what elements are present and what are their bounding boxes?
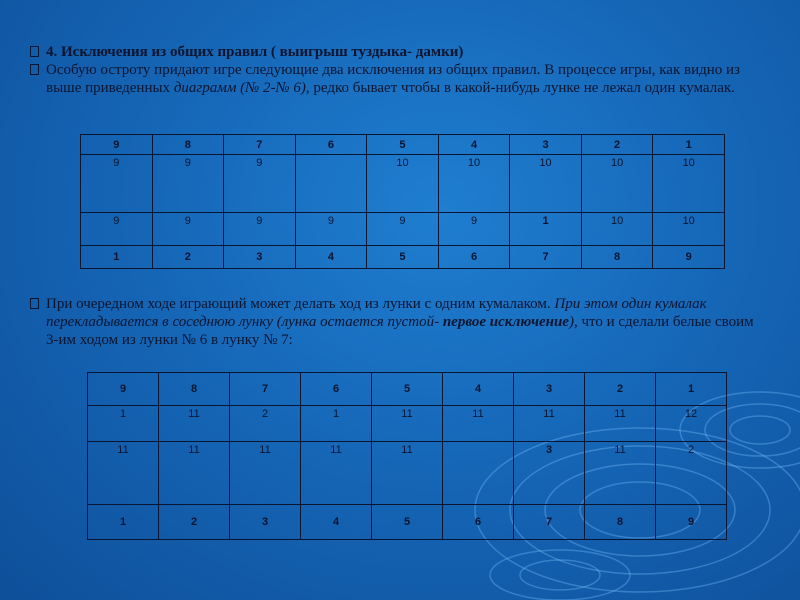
table-cell: 3 [230, 505, 301, 540]
bullet-icon [30, 46, 39, 57]
heading-item [46, 43, 766, 61]
table-cell: 4 [301, 505, 372, 540]
table-cell: 10 [438, 155, 510, 213]
table-cell: 10 [653, 213, 725, 246]
table-cell [295, 155, 367, 213]
table-2-row-2 [88, 442, 727, 505]
table-cell: 9 [81, 135, 153, 155]
table-cell: 6 [438, 246, 510, 269]
table-cell: 2 [581, 135, 653, 155]
table-cell: 1 [88, 505, 159, 540]
table-cell: 1 [656, 373, 727, 406]
table-cell: 11 [372, 406, 443, 442]
table-cell: 2 [585, 373, 656, 406]
paragraph-2-bold-italic: первое исключение [442, 314, 569, 330]
table-cell: 9 [438, 213, 510, 246]
table-cell: 8 [152, 135, 224, 155]
table-cell: 10 [367, 155, 439, 213]
table-cell: 2 [656, 442, 727, 505]
table-cell: 2 [152, 246, 224, 269]
table-cell: 11 [159, 406, 230, 442]
paragraph-2-italic: При этом один кумалак перекладывается в соседнюю лунку (лунка остается пустой- [46, 296, 707, 330]
table-cell: 6 [443, 505, 514, 540]
table-cell: 11 [585, 406, 656, 442]
table-2-header-row [88, 373, 727, 406]
table-cell: 6 [301, 373, 372, 406]
bullet-icon [30, 64, 39, 75]
table-cell: 3 [514, 442, 585, 505]
table-cell: 6 [295, 135, 367, 155]
table-cell: 9 [81, 213, 153, 246]
table-cell: 11 [159, 442, 230, 505]
paragraph-1 [46, 61, 766, 97]
table-cell: 5 [372, 505, 443, 540]
table-cell: 9 [152, 213, 224, 246]
table-1-footer-row [81, 246, 725, 269]
table-cell: 9 [653, 246, 725, 269]
paragraph-2 [46, 295, 766, 349]
table-cell: 1 [81, 246, 153, 269]
table-cell: 10 [510, 155, 582, 213]
table-cell: 9 [152, 155, 224, 213]
table-cell: 8 [585, 505, 656, 540]
table-cell: 1 [653, 135, 725, 155]
table-cell: 9 [367, 213, 439, 246]
table-cell: 4 [443, 373, 514, 406]
table-cell: 1 [301, 406, 372, 442]
bullet-icon [30, 298, 39, 309]
table-cell: 9 [656, 505, 727, 540]
table-cell: 11 [230, 442, 301, 505]
table-cell: 2 [159, 505, 230, 540]
table-1-row-2 [81, 213, 725, 246]
table-cell: 9 [295, 213, 367, 246]
table-cell: 8 [159, 373, 230, 406]
table-cell: 5 [372, 373, 443, 406]
table-cell: 8 [581, 246, 653, 269]
table-cell: 11 [301, 442, 372, 505]
paragraph-1-text-b: , редко бывает чтобы в какой-нибудь лунке не лежал один кумалак. [305, 80, 735, 96]
table-cell: 3 [510, 135, 582, 155]
table-cell: 11 [514, 406, 585, 442]
paragraph-1-italic: диаграмм (№ 2-№ 6) [173, 80, 306, 96]
table-cell: 11 [88, 442, 159, 505]
board-diagram-table-1 [80, 134, 725, 269]
table-cell: 11 [443, 406, 514, 442]
table-cell: 2 [230, 406, 301, 442]
table-cell: 7 [224, 135, 296, 155]
table-1-header-row [81, 135, 725, 155]
table-cell: 7 [230, 373, 301, 406]
table-cell: 9 [81, 155, 153, 213]
table-cell: 10 [653, 155, 725, 213]
table-2-footer-row [88, 505, 727, 540]
table-cell: 10 [581, 213, 653, 246]
table-1-row-1 [81, 155, 725, 213]
table-cell: 9 [88, 373, 159, 406]
table-cell: 1 [88, 406, 159, 442]
table-cell: 10 [581, 155, 653, 213]
paragraph-1-text-a: Особую остроту придают игре следующие два исключения из общих правил. В процессе игры, как видно из выше приведенных [46, 62, 740, 96]
table-cell: 7 [510, 246, 582, 269]
table-cell: 3 [514, 373, 585, 406]
table-cell [443, 442, 514, 505]
table-cell: 12 [656, 406, 727, 442]
table-cell: 4 [295, 246, 367, 269]
table-cell: 9 [224, 155, 296, 213]
table-cell: 1 [510, 213, 582, 246]
table-cell: 5 [367, 135, 439, 155]
table-cell: 5 [367, 246, 439, 269]
table-2-row-1 [88, 406, 727, 442]
paragraph-2-italic-close: ) [568, 314, 574, 330]
table-cell: 3 [224, 246, 296, 269]
heading-text: 4. Исключения из общих правил ( выигрыш туздыка- дамки) [46, 44, 464, 60]
table-cell: 7 [514, 505, 585, 540]
table-cell: 4 [438, 135, 510, 155]
table-cell: 11 [585, 442, 656, 505]
paragraph-2-text-b: , что и сделали белые своим 3-им ходом из лунки № 6 в лунку № 7: [46, 314, 754, 348]
table-cell: 9 [224, 213, 296, 246]
table-cell: 11 [372, 442, 443, 505]
paragraph-2-text-a: При очередном ходе играющий может делать ход из лунки с одним кумалаком. [46, 296, 555, 312]
board-diagram-table-2 [87, 372, 727, 540]
